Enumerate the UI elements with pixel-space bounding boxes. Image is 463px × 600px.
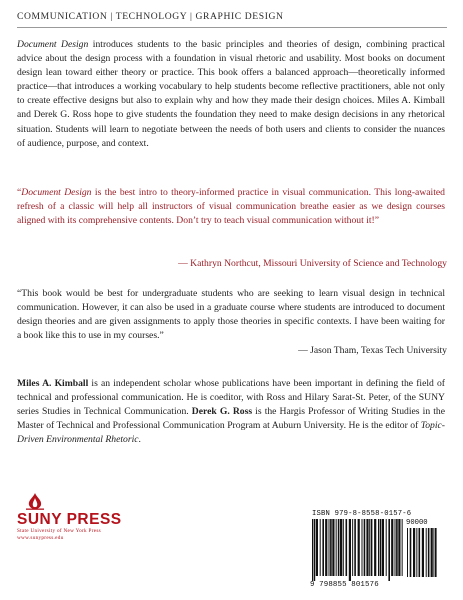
quote-tham: “This book would be best for undergraduate students who are seeking to learn visual design in technical communication. However, it can also be used in a graduate course where students are introduced to document design theories and are given assignments to apply those theories in specific contexts. I have been waiting for a book like this to use in my courses.” [17, 288, 445, 342]
author-name-kimball: Miles A. Kimball [17, 378, 89, 389]
bio-book-title: Topic-Driven Environmental Rhetoric [17, 420, 445, 446]
price-addon-code: 90000 [406, 519, 428, 527]
author-name-ross: Derek G. Ross [191, 406, 253, 418]
quote-northcut [17, 186, 445, 228]
description-book-title: Document Design [17, 39, 89, 50]
quote-northcut-text: is the best intro to theory-informed practice in visual communication. This long-awaited refresh of a classic will help all instructors of visual communication breathe easier as we design courses aligned with its comprehensive contents. Don’t try to teach visual communication without it!” [17, 187, 445, 227]
description-text: introduces students to the basic principles and theories of design, combining practical advice about the design process with a foundation in visual rhetoric and usability. Most books on document design lean toward either theory or practice. This book offers a balanced approach—theoretically informed practice—that introduces a working vocabulary to help students become reflective practitioners, able not only to create effective designs but also to explain why and how they made their design choices. Miles A. Kimball and Derek G. Ross hope to give students the foundation they need to make design decisions in any rhetorical situation. Students will learn to negotiate between the needs of both users and clients to consider the nuances of audience, purpose, and context. [17, 39, 445, 149]
author-bio [17, 377, 445, 447]
publisher-full-name: State University of New York Press [17, 528, 101, 534]
suny-press-logo [17, 493, 127, 542]
isbn-barcode [310, 510, 440, 591]
book-description [17, 38, 445, 151]
barcode-addon-bars [407, 528, 437, 582]
quote-tham-attribution: — Jason Tham, Texas Tech University [298, 345, 447, 356]
bio-text-2: is the Hargis Professor of Writing Studies in the Master of Technical and Professional Communication Program at Auburn University. He is the editor of [17, 406, 445, 432]
quote-open-mark: “ [17, 187, 22, 198]
quote-northcut-attribution: — Kathryn Northcut, Missouri University of Science and Technology [178, 258, 447, 269]
header-divider [17, 27, 447, 28]
quote-book-title: Document Design [21, 187, 92, 198]
bio-text-1: is an independent scholar whose publications have been important in defining the field of technical and professional communication. He is coeditor, with Ross and Hilary Sarat-St. Peter, of the SUNY series Studies in Technical Communication. [17, 378, 446, 418]
barcode-main-bars [312, 519, 404, 581]
barcode-digits: 9 798855 801576 [310, 581, 379, 589]
isbn-label: ISBN 979-8-8558-0157-6 [312, 510, 412, 518]
publisher-name: SUNY PRESS [17, 511, 122, 528]
publisher-url: www.sunypress.edu [17, 535, 64, 541]
suny-flame-icon [23, 493, 47, 510]
subject-categories: COMMUNICATION | TECHNOLOGY | GRAPHIC DESIGN [17, 11, 284, 22]
bio-end: . [138, 434, 141, 446]
